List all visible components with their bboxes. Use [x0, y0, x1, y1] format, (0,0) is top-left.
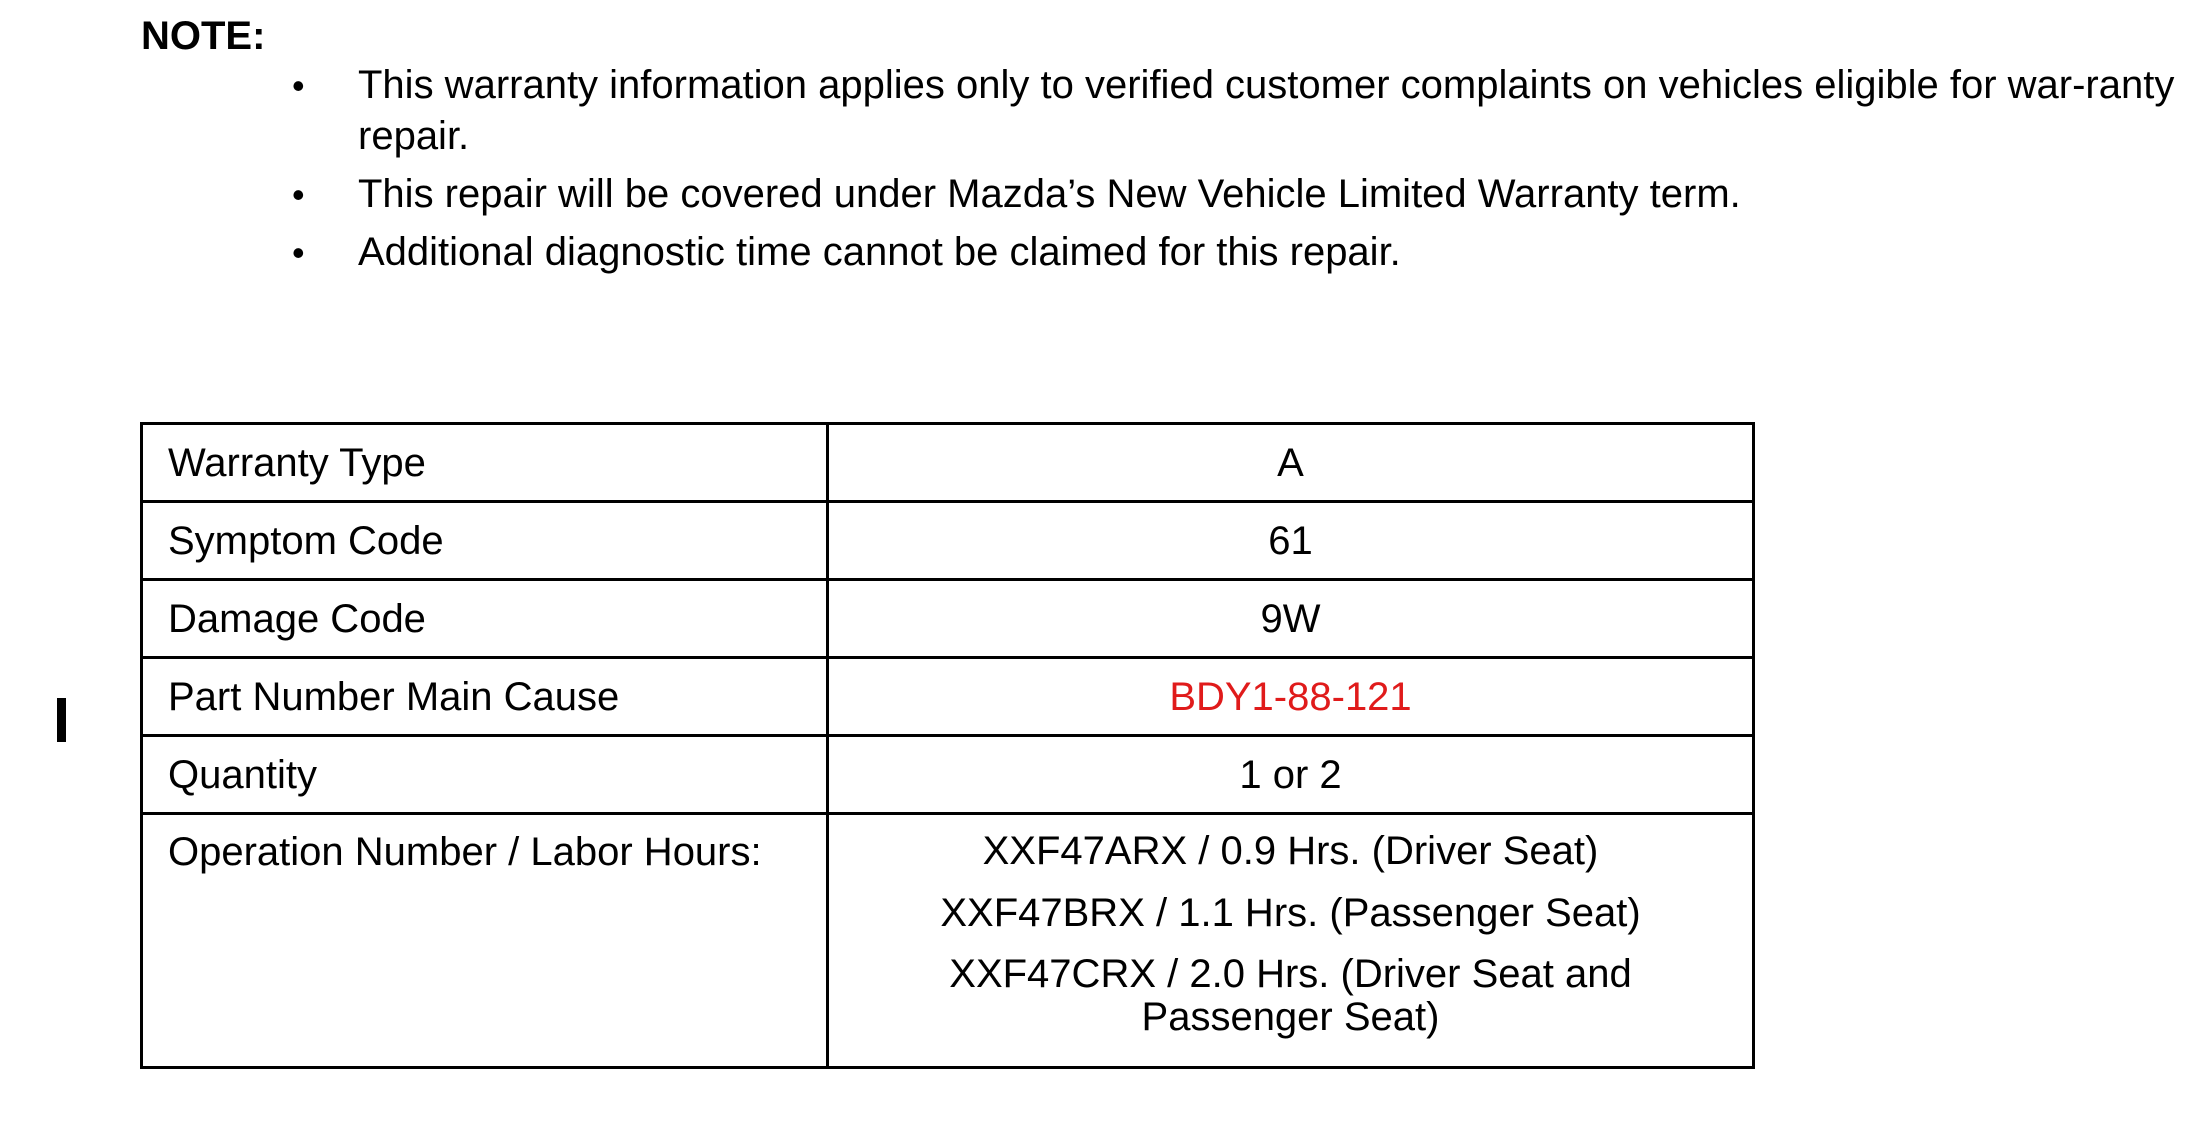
warranty-type-value: A: [828, 424, 1754, 502]
note-bullet-item: [278, 227, 2188, 278]
note-bullet-list: [278, 60, 2188, 285]
damage-code-value: 9W: [828, 580, 1754, 658]
revision-change-bar: [57, 698, 66, 742]
table-row: [142, 736, 1754, 814]
quantity-label: Quantity: [142, 736, 828, 814]
table-row: [142, 502, 1754, 580]
bullet-icon: •: [292, 65, 305, 106]
symptom-code-value: 61: [828, 502, 1754, 580]
table-row: [142, 814, 1754, 1068]
note-bullet-item: [278, 60, 2188, 162]
bullet-icon: •: [292, 232, 305, 273]
note-bullet-text: Additional diagnostic time cannot be claimed for this repair.: [358, 230, 1401, 274]
operation-line-passenger-seat: XXF47BRX / 1.1 Hrs. (Passenger Seat): [940, 891, 1641, 935]
quantity-value: 1 or 2: [828, 736, 1754, 814]
operation-line-driver-seat: XXF47ARX / 0.9 Hrs. (Driver Seat): [982, 829, 1599, 873]
operation-labor-hours-label: Operation Number / Labor Hours:: [142, 814, 828, 1068]
operation-labor-hours-values: [828, 814, 1754, 1068]
damage-code-label: Damage Code: [142, 580, 828, 658]
note-bullet-text: This repair will be covered under Mazda’s New Vehicle Limited Warranty term.: [358, 172, 1741, 216]
bullet-icon: •: [292, 174, 305, 215]
symptom-code-label: Symptom Code: [142, 502, 828, 580]
warranty-type-label: Warranty Type: [142, 424, 828, 502]
table-row: [142, 580, 1754, 658]
operation-line-both-seats: XXF47CRX / 2.0 Hrs. (Driver Seat and Passenger Seat): [949, 952, 1632, 1039]
part-number-main-cause-value: BDY1-88-121: [828, 658, 1754, 736]
part-number-main-cause-label: Part Number Main Cause: [142, 658, 828, 736]
note-heading: NOTE:: [141, 14, 266, 58]
table-row: [142, 658, 1754, 736]
warranty-info-table: [140, 422, 1755, 1069]
note-bullet-text: This warranty information applies only to verified customer complaints on vehicles eligible for war-ranty repair.: [358, 63, 2175, 158]
note-bullet-item: [278, 169, 2188, 220]
table-row: [142, 424, 1754, 502]
